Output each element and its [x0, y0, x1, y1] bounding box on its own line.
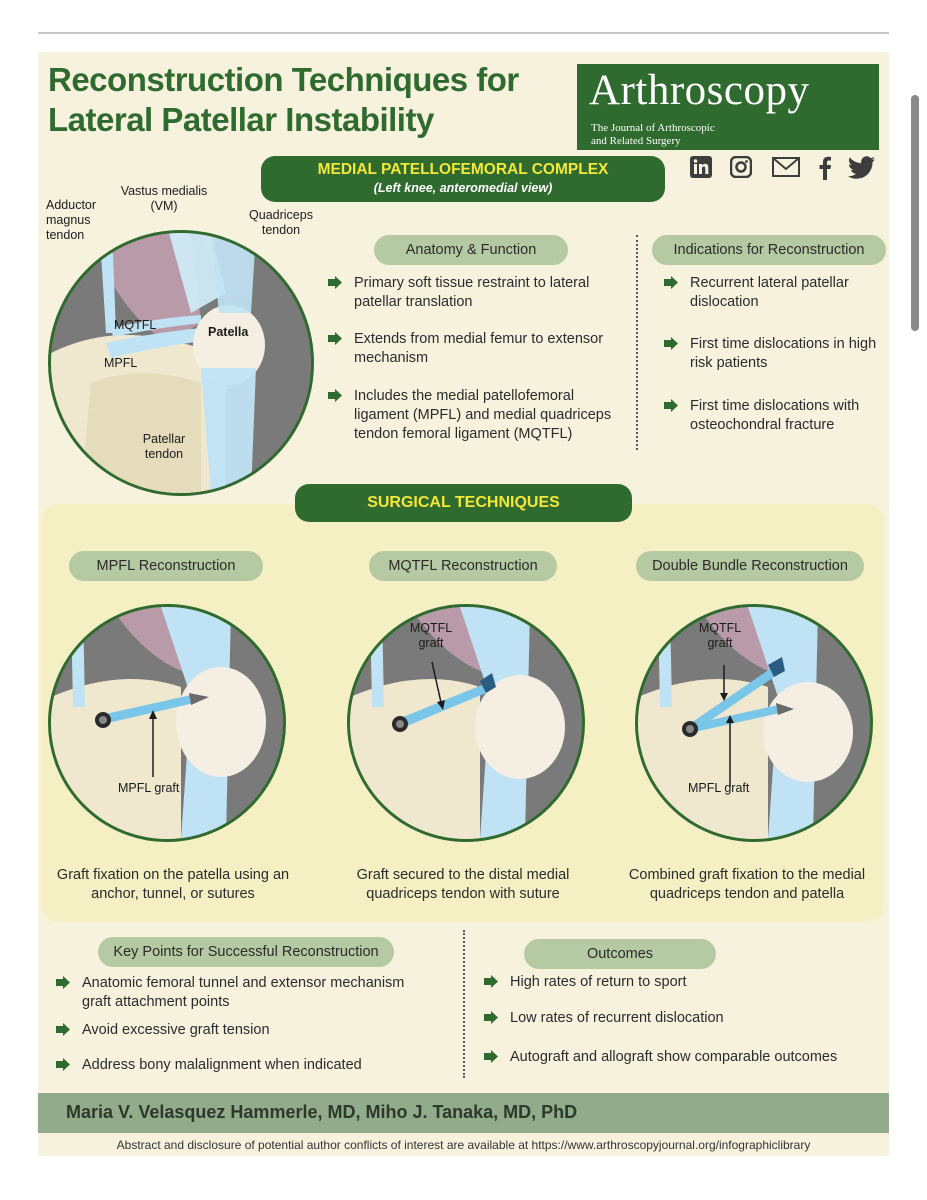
- infographic: [38, 52, 889, 1156]
- outcome-1-text: High rates of return to sport: [510, 974, 687, 990]
- key-points-list: [56, 974, 436, 1075]
- key-point-1: [56, 974, 436, 1021]
- technique-mqtfl-heading: MQTFL Reconstruction: [369, 551, 557, 581]
- complex-banner-subtitle: (Left knee, anteromedial view): [373, 181, 553, 195]
- label-mpfl: MPFL: [104, 356, 138, 370]
- key-point-3-text: Address bony malalignment when indicated: [82, 1057, 362, 1073]
- anatomy-item-3: [328, 387, 628, 444]
- divider-dotted: [636, 235, 638, 450]
- arrow-icon: [664, 399, 678, 412]
- arrow-icon: [484, 975, 498, 988]
- top-divider: [38, 32, 889, 34]
- divider-dotted-bottom: [463, 930, 465, 1078]
- surgical-techniques-banner: SURGICAL TECHNIQUES: [295, 484, 632, 522]
- label-mqtfl-graft: MQTFL graft: [409, 621, 453, 650]
- technique-mpfl-caption: Graft fixation on the patella using an anchor, tunnel, or sutures: [56, 867, 290, 902]
- technique-double-bundle-heading: Double Bundle Reconstruction: [636, 551, 864, 581]
- mpfl-reconstruction-illustration: [48, 604, 286, 842]
- key-point-2-text: Avoid excessive graft tension: [82, 1022, 270, 1038]
- outcome-2-text: Low rates of recurrent dislocation: [510, 1010, 724, 1026]
- outcomes-heading: Outcomes: [524, 939, 716, 969]
- arrow-icon: [56, 1058, 70, 1071]
- authors: Maria V. Velasquez Hammerle, MD, Miho J. Tanaka, MD, PhD: [66, 1102, 578, 1122]
- technique-mqtfl-caption: Graft secured to the distal medial quadriceps tendon with suture: [356, 867, 570, 902]
- arrow-icon: [328, 389, 342, 402]
- journal-subtitle: [591, 122, 715, 148]
- disclosure-text: Abstract and disclosure of potential author conflicts of interest are available at https://www.arthroscopyjournal.org/infographiclibrary: [116, 1138, 811, 1152]
- label-patellar-tendon: Patellar tendon: [142, 432, 186, 461]
- anatomy-function-heading: Anatomy & Function: [374, 235, 568, 265]
- email-icon[interactable]: [772, 156, 800, 180]
- complex-banner-title: MEDIAL PATELLOFEMORAL COMPLEX: [317, 161, 609, 178]
- label-vastus-medialis: Vastus medialis (VM): [120, 184, 208, 213]
- label-double-mqtfl-graft: MQTFL graft: [698, 621, 742, 650]
- arrow-icon: [664, 337, 678, 350]
- indication-item-1-text: Recurrent lateral patellar dislocation: [690, 275, 849, 310]
- anatomy-function-list: [328, 274, 628, 444]
- label-patella: Patella: [208, 325, 249, 339]
- indications-heading: Indications for Reconstruction: [652, 235, 886, 265]
- technique-mpfl-heading: MPFL Reconstruction: [69, 551, 263, 581]
- anatomy-item-1-text: Primary soft tissue restraint to lateral patellar translation: [354, 275, 590, 310]
- scrollbar[interactable]: [911, 95, 919, 331]
- label-mpfl-graft: MPFL graft: [118, 781, 180, 795]
- indications-list: [664, 274, 879, 435]
- double-bundle-illustration: [635, 604, 873, 842]
- arrow-icon: [328, 276, 342, 289]
- indication-item-3: [664, 397, 879, 435]
- label-mqtfl: MQTFL: [114, 318, 157, 332]
- indication-item-2-text: First time dislocations in high risk patients: [690, 336, 877, 371]
- label-adductor-magnus: Adductor magnus tendon: [46, 198, 97, 242]
- outcome-1: [484, 973, 884, 1009]
- journal-logo[interactable]: [577, 64, 879, 150]
- arrow-icon: [56, 976, 70, 989]
- indication-item-1: [664, 274, 879, 335]
- title-line-1: Reconstruction Techniques for: [48, 61, 519, 98]
- complex-banner: [261, 156, 665, 202]
- key-point-2: [56, 1021, 436, 1056]
- journal-subtitle-line-1: The Journal of Arthroscopic: [591, 122, 715, 134]
- mqtfl-reconstruction-illustration: [347, 604, 585, 842]
- facebook-icon[interactable]: [818, 156, 832, 180]
- instagram-icon[interactable]: [730, 156, 752, 180]
- arrow-icon: [484, 1011, 498, 1024]
- journal-subtitle-line-2: and Related Surgery: [591, 135, 681, 147]
- arrow-icon: [664, 276, 678, 289]
- outcome-3-text: Autograft and allograft show comparable outcomes: [510, 1049, 838, 1065]
- label-quadriceps-tendon: Quadriceps tendon: [249, 208, 313, 237]
- indication-item-2: [664, 335, 879, 397]
- anatomy-item-1: [328, 274, 628, 330]
- linkedin-icon[interactable]: [690, 156, 712, 180]
- anatomy-item-2-text: Extends from medial femur to extensor mechanism: [354, 331, 604, 366]
- outcomes-list: [484, 973, 884, 1067]
- key-point-1-text: Anatomic femoral tunnel and extensor mechanism graft attachment points: [82, 975, 405, 1010]
- outcome-3: [484, 1048, 884, 1067]
- anatomy-item-2: [328, 330, 628, 387]
- label-double-mpfl-graft: MPFL graft: [688, 781, 750, 795]
- arrow-icon: [56, 1023, 70, 1036]
- twitter-icon[interactable]: [848, 156, 876, 180]
- anatomy-item-3-text: Includes the medial patellofemoral ligament (MPFL) and medial quadriceps tendon femoral ligament (MQTFL): [354, 388, 612, 442]
- outcome-2: [484, 1009, 884, 1048]
- arrow-icon: [328, 332, 342, 345]
- arrow-icon: [484, 1050, 498, 1063]
- indication-item-3-text: First time dislocations with osteochondral fracture: [690, 398, 860, 433]
- title-line-2: Lateral Patellar Instability: [48, 101, 434, 138]
- page-title: [48, 60, 578, 140]
- key-point-3: [56, 1056, 436, 1075]
- key-points-heading: Key Points for Successful Reconstruction: [98, 937, 394, 967]
- technique-double-bundle-caption: Combined graft fixation to the medial quadriceps tendon and patella: [628, 867, 866, 902]
- journal-name: Arthroscopy: [589, 67, 810, 114]
